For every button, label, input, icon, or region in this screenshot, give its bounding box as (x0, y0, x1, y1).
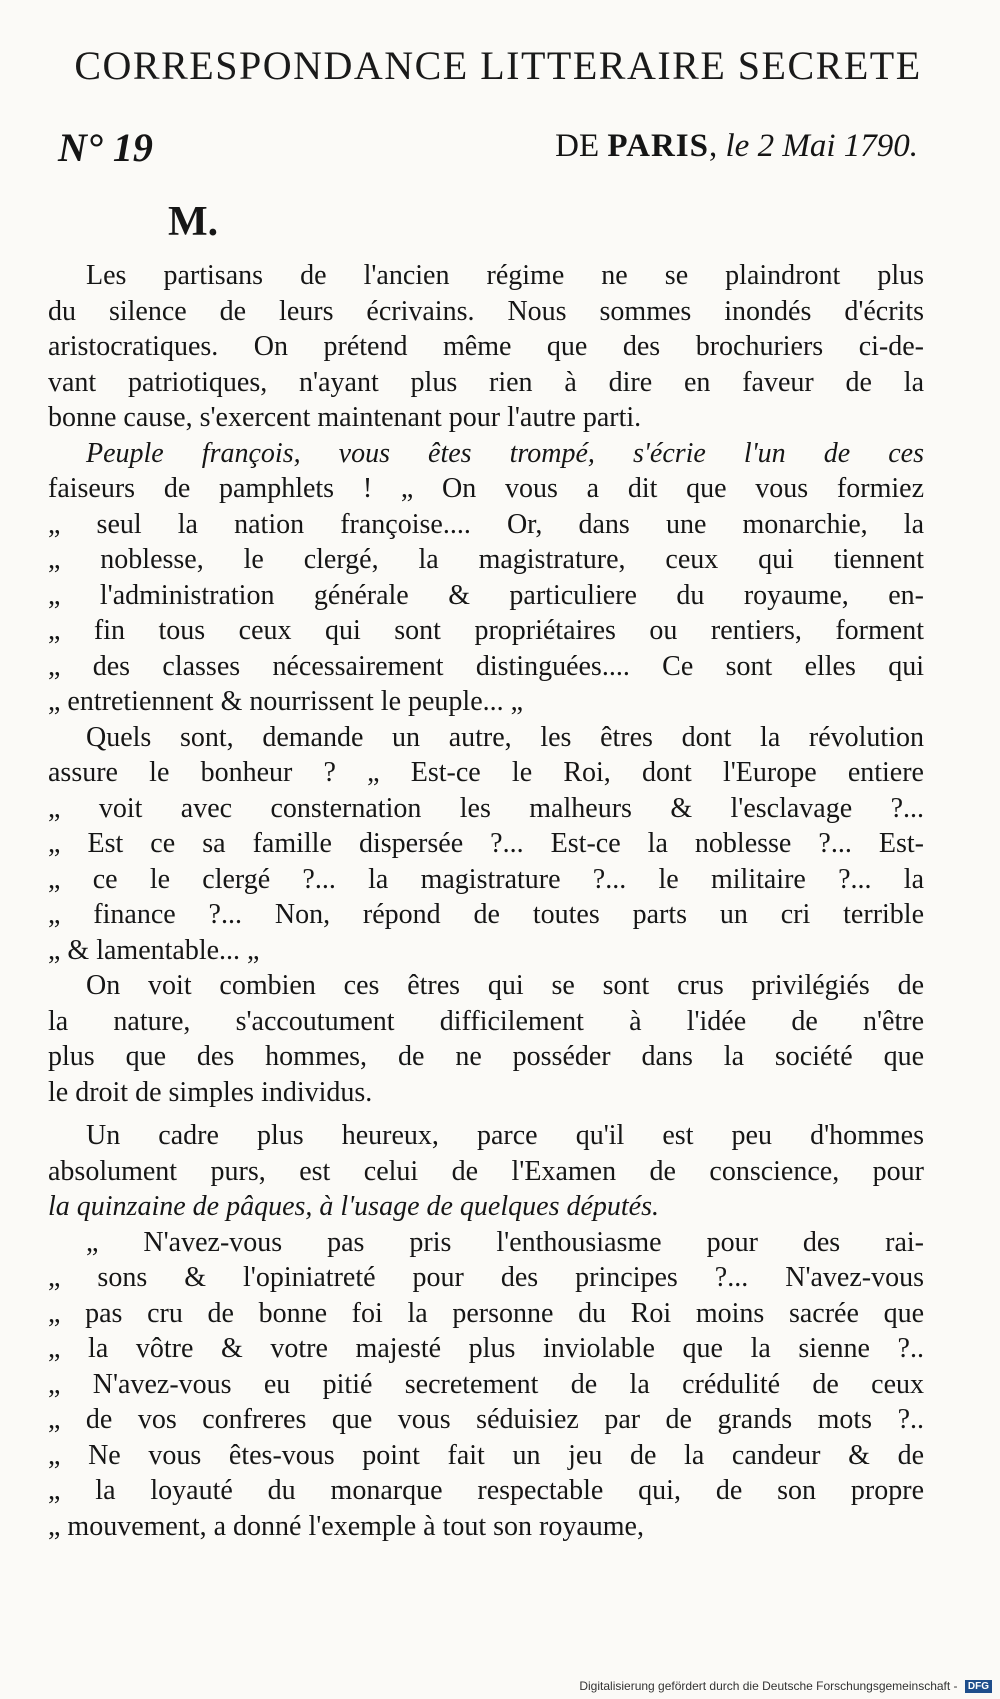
body-line: „ l'administration générale & particuliere du royaume, en- (48, 579, 924, 611)
body-line: „ la loyauté du monarque respectable qui, de son propre (48, 1475, 924, 1506)
body-line: plus que des hommes, de ne posséder dans la société que (48, 1041, 924, 1072)
paragraph-gap (48, 1110, 924, 1118)
body-text (48, 258, 924, 1544)
body-line: „ des classes nécessairement distinguées.... Ce sont elles qui (48, 650, 924, 682)
body-line: „ la vôtre & votre majesté plus inviolable que la sienne ?.. (48, 1333, 924, 1364)
body-line: „ noblesse, le clergé, la magistrature, ceux qui tiennent (48, 544, 924, 575)
issue-number: N° 19 (58, 125, 153, 170)
body-line: assure le bonheur ? „ Est-ce le Roi, dont l'Europe entiere (48, 757, 924, 788)
body-line: „ fin tous ceux qui sont propriétaires ou rentiers, forment (48, 615, 924, 646)
body-line: Quels sont, demande un autre, les êtres dont la révolution (86, 721, 924, 753)
body-line: le droit de simples individus. (48, 1076, 373, 1108)
body-line: „ Ne vous êtes-vous point fait un jeu de la candeur & de (48, 1439, 924, 1471)
body-line: la quinzaine de pâques, à l'usage de quelques députés. (48, 1191, 659, 1222)
dfg-logo: DFG (965, 1680, 992, 1693)
body-line: „ voit avec consternation les malheurs & l'esclavage ?... (48, 792, 924, 824)
issue-place-date (555, 128, 918, 165)
credit-text: Digitalisierung gefördert durch die Deutsche Forschungsgemeinschaft - (579, 1678, 958, 1693)
date-prefix: le (725, 128, 758, 164)
body-line: Un cadre plus heureux, parce qu'il est peu d'hommes (86, 1120, 924, 1151)
body-line: „ entretiennent & nourrissent le peuple... „ (48, 686, 524, 717)
body-line: la nature, s'accoutument difficilement à l'idée de n'être (48, 1005, 924, 1037)
body-line: „ de vos confreres que vous séduisiez par de grands mots ?.. (48, 1404, 924, 1435)
body-line: „ mouvement, a donné l'exemple à tout son royaume, (48, 1510, 644, 1542)
salutation: M. (168, 199, 219, 245)
body-line: „ finance ?... Non, répond de toutes parts un cri terrible (48, 899, 924, 930)
place-name: PARIS (607, 128, 709, 164)
body-line: „ seul la nation françoise.... Or, dans une monarchie, la (48, 508, 924, 540)
body-line: „ N'avez-vous eu pitié secretement de la crédulité de ceux (48, 1368, 924, 1400)
body-line: „ pas cru de bonne foi la personne du Roi moins sacrée que (48, 1297, 924, 1329)
digitization-credit (579, 1679, 992, 1693)
date-separator: , (709, 128, 726, 164)
place-prefix: DE (555, 128, 608, 164)
body-line: On voit combien ces êtres qui se sont crus privilégiés de (86, 970, 924, 1001)
body-line: „ Est ce sa famille dispersée ?... Est-ce la noblesse ?... Est- (48, 828, 924, 859)
body-line: aristocratiques. On prétend même que des brochuriers ci-de- (48, 331, 924, 362)
body-line: Les partisans de l'ancien régime ne se plaindront plus (86, 260, 924, 291)
masthead-title: CORRESPONDANCE LITTERAIRE SECRETE (74, 43, 922, 88)
body-line: absolument purs, est celui de l'Examen de conscience, pour (48, 1155, 924, 1187)
body-line: „ ce le clergé ?... la magistrature ?... le militaire ?... la (48, 863, 924, 895)
body-line: bonne cause, s'exercent maintenant pour l'autre parti. (48, 402, 642, 433)
issue-line (58, 124, 918, 174)
body-line: vant patriotiques, n'ayant plus rien à dire en faveur de la (48, 366, 924, 398)
body-line: „ N'avez-vous pas pris l'enthousiasme pour des rai- (86, 1226, 924, 1258)
body-line: du silence de leurs écrivains. Nous sommes inondés d'écrits (48, 295, 924, 327)
body-line: faiseurs de pamphlets ! „ On vous a dit que vous formiez (48, 473, 924, 504)
body-line: Peuple françois, vous êtes trompé, s'écrie l'un de ces (86, 437, 924, 469)
issue-date: 2 Mai 1790. (757, 128, 918, 164)
body-line: „ sons & l'opiniatreté pour des principes ?... N'avez-vous (48, 1262, 924, 1293)
body-line: „ & lamentable... „ (48, 934, 260, 966)
